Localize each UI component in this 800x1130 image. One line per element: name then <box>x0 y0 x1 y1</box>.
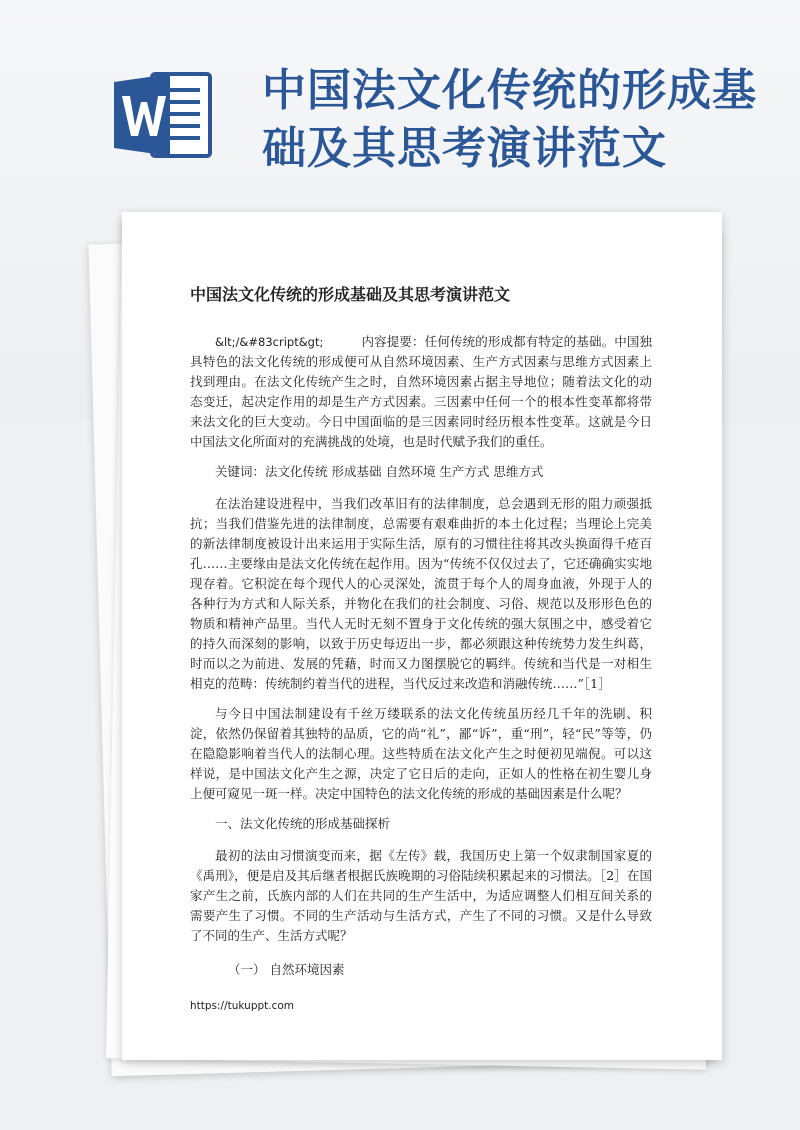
abstract-paragraph <box>190 332 652 452</box>
subsection-heading: （一） 自然环境因素 <box>228 962 345 977</box>
footer-link[interactable]: https://tukuppt.com <box>190 1000 295 1012</box>
document-page <box>122 212 722 1060</box>
abstract-text: 内容提要：任何传统的形成都有特定的基础。中国独具特色的法文化传统的形成便可从自然环境因素、生产方式因素与思维方式因素上找到理由。在法文化传统产生之时，自然环境因素占据主导地位；随着法文化的动态变迁，起决定作用的却是生产方式因素。三因素中任何一个的根本性变革都将带来法文化的巨大变动。今日中国面临的是三因素同时经历根本性变革。这就是今日中国法文化所面对的充满挑战的处境，也是时代赋予我们的重任。 <box>190 334 652 449</box>
page-title: 中国法文化传统的形成基础及其思考演讲范文 <box>262 65 757 174</box>
body-paragraph: 在法治建设进程中，当我们改革旧有的法律制度，总会遇到无形的阻力顽强抵抗；当我们借鉴先进的法律制度，总需要有艰难曲折的本土化过程；当理论上完美的新法律制度被设计出来运用于实际生活，原有的习惯往往将其改头换面得千疮百孔……主要缘由是法文化传统在起作用。因为“传统不仅仅过去了，它还确确实实地现存着。它积淀在每个现代人的心灵深处，流贯于每个人的周身血液，外现于人的各种行为方式和人际关系，并物化在我们的社会制度、习俗、规范以及形形色色的物质和精神产品里。当代人无时无刻不置身于文化传统的强大氛围之中，感受着它的持久而深刻的影响，以致于历史每迈出一步，都必须跟这种传统势力发生纠葛，时而以之为前进、发展的凭藉，时而又力图摆脱它的羁绊。传统和当代是一对相生相克的范畴：传统制约着当代的进程，当代反过来改造和消融传统……”［1］ <box>190 496 652 691</box>
word-document-icon <box>112 70 212 160</box>
body-paragraph: 最初的法由习惯演变而来，据《左传》载，我国历史上第一个奴隶制国家夏的《禹刑》，便是启及其后继者根据氏族晚期的习俗陆续积累起来的习惯法。［2］在国家产生之前，氏族内部的人们在共同的生产生活中，为适应调整人们相互间关系的需要产生了习惯。不同的生产活动与生活方式，产生了不同的习惯。又是什么导致了不同的生产、生活方式呢？ <box>190 848 652 943</box>
keywords: 关键词：法文化传统 形成基础 自然环境 生产方式 思维方式 <box>215 464 544 479</box>
document-body <box>190 284 652 1016</box>
section-heading: 一、法文化传统的形成基础探析 <box>215 816 391 831</box>
document-title: 中国法文化传统的形成基础及其思考演讲范文 <box>190 285 511 304</box>
abstract-lead: &lt;/&#83cript&gt; <box>215 335 324 349</box>
body-paragraph: 与今日中国法制建设有千丝万缕联系的法文化传统虽历经几千年的洗刷、积淀，依然仍保留着其独特的品质，它的尚“礼”，鄙“诉”，重“刑”，轻“民”等等，仍在隐隐影响着当代人的法制心理。这些特质在法文化产生之时便初见端倪。可以这样说，是中国法文化产生之源，决定了它日后的走向，正如人的性格在初生婴儿身上便可窥见一斑一样。决定中国特色的法文化传统的形成的基础因素是什么呢？ <box>190 706 652 801</box>
